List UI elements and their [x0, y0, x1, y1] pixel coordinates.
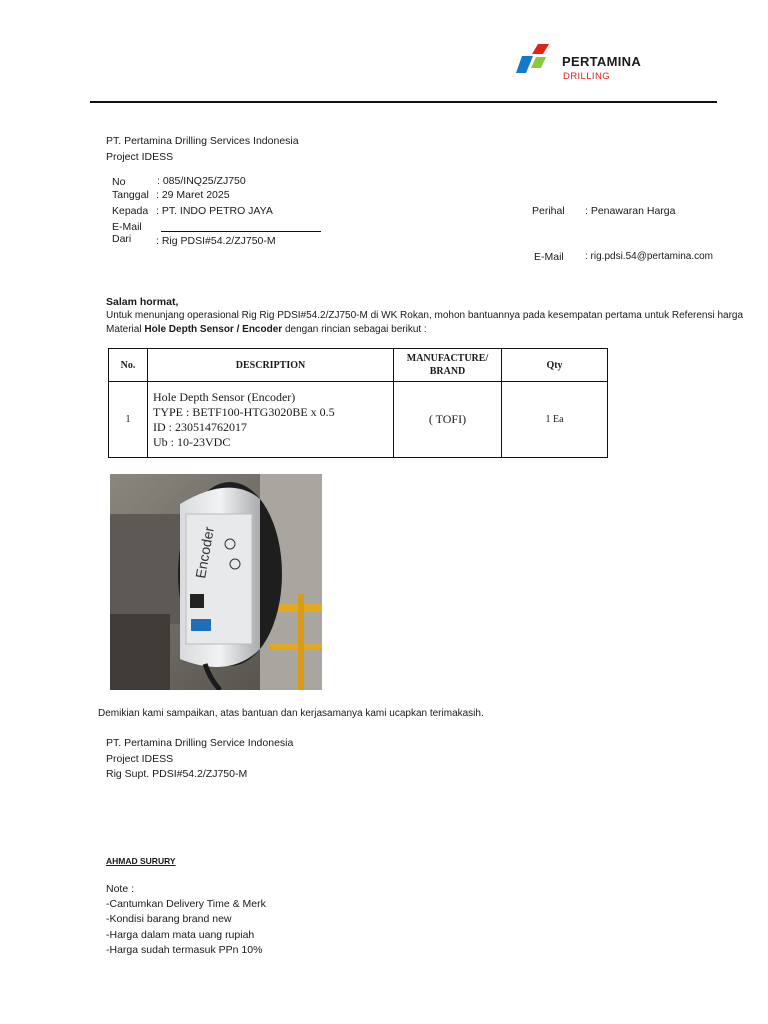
closing-role: Rig Supt. PDSI#54.2/ZJ750-M [106, 768, 248, 780]
note-item: -Harga dalam mata uang rupiah [106, 929, 255, 941]
desc-line-1: Hole Depth Sensor (Encoder) [153, 389, 296, 404]
header-description: DESCRIPTION [148, 349, 394, 382]
photo-label-text: Encoder [192, 525, 218, 580]
body-line-2 [106, 324, 427, 335]
header-divider [90, 101, 717, 103]
desc-line-2: TYPE : BETF100-HTG3020BE x 0.5 [153, 404, 335, 419]
brand-name: PERTAMINA [562, 54, 642, 69]
email-label: E-Mail [112, 221, 142, 233]
table-header-row [109, 349, 608, 382]
perihal-value: : Penawaran Harga [585, 205, 676, 217]
header-manufacture-2: BRAND [429, 366, 466, 377]
closing-text: Demikian kami sampaikan, atas bantuan dan kerjasamanya kami ucapkan terimakasih. [98, 708, 484, 719]
perihal-label: Perihal [532, 205, 565, 217]
dari-label: Dari [112, 233, 132, 245]
email-field-line [161, 231, 321, 232]
desc-line-3: ID : 230514762017 [153, 419, 247, 434]
dari-value: : Rig PDSI#54.2/ZJ750-M [156, 235, 276, 247]
email2-value: : rig.pdsi.54@pertamina.com [585, 251, 713, 262]
tanggal-value: : 29 Maret 2025 [156, 189, 230, 201]
closing-company: PT. Pertamina Drilling Service Indonesia [106, 737, 294, 749]
sender-project: Project IDESS [106, 151, 174, 163]
items-table [108, 348, 608, 458]
email2-label: E-Mail [534, 251, 564, 263]
kepada-label: Kepada [112, 205, 149, 217]
greeting: Salam hormat, [106, 296, 179, 308]
table-row [109, 382, 608, 458]
row-brand: ( TOFI) [394, 382, 502, 458]
note-item: -Cantumkan Delivery Time & Merk [106, 898, 266, 910]
sender-company: PT. Pertamina Drilling Services Indonesia [106, 135, 299, 147]
row-description [148, 382, 394, 458]
brand-subtitle: DRILLING [563, 71, 611, 82]
closing-project: Project IDESS [106, 753, 174, 765]
header-qty: Qty [502, 349, 608, 382]
no-value: : 085/INQ25/ZJ750 [157, 175, 246, 187]
row-qty: 1 Ea [502, 382, 608, 458]
note-item: -Kondisi barang brand new [106, 913, 232, 925]
encoder-photo [110, 474, 322, 690]
notes-title: Note : [106, 883, 135, 895]
note-item: -Harga sudah termasuk PPn 10% [106, 944, 263, 956]
kepada-value: : PT. INDO PETRO JAYA [156, 205, 273, 217]
pertamina-logo-icon [514, 44, 560, 74]
body-line-2-post: dengan rincian sebagai berikut : [282, 324, 427, 335]
material-name: Hole Depth Sensor / Encoder [144, 324, 283, 335]
body-line-2-pre: Material [106, 324, 145, 335]
header-no: No. [109, 349, 148, 382]
header-manufacture-1: MANUFACTURE/ [406, 353, 489, 364]
desc-line-4: Ub : 10-23VDC [153, 434, 231, 449]
no-label: No [112, 176, 126, 188]
signatory-name: AHMAD SURURY [106, 856, 176, 866]
header-manufacture [394, 349, 502, 382]
encoder-photo-image [110, 474, 322, 690]
row-no: 1 [109, 382, 148, 458]
body-line-1: Untuk menunjang operasional Rig Rig PDSI#54.2/ZJ750-M di WK Rokan, mohon bantuannya pada kesempatan pertama untuk Referensi harga [106, 310, 744, 321]
tanggal-label: Tanggal [112, 189, 149, 201]
